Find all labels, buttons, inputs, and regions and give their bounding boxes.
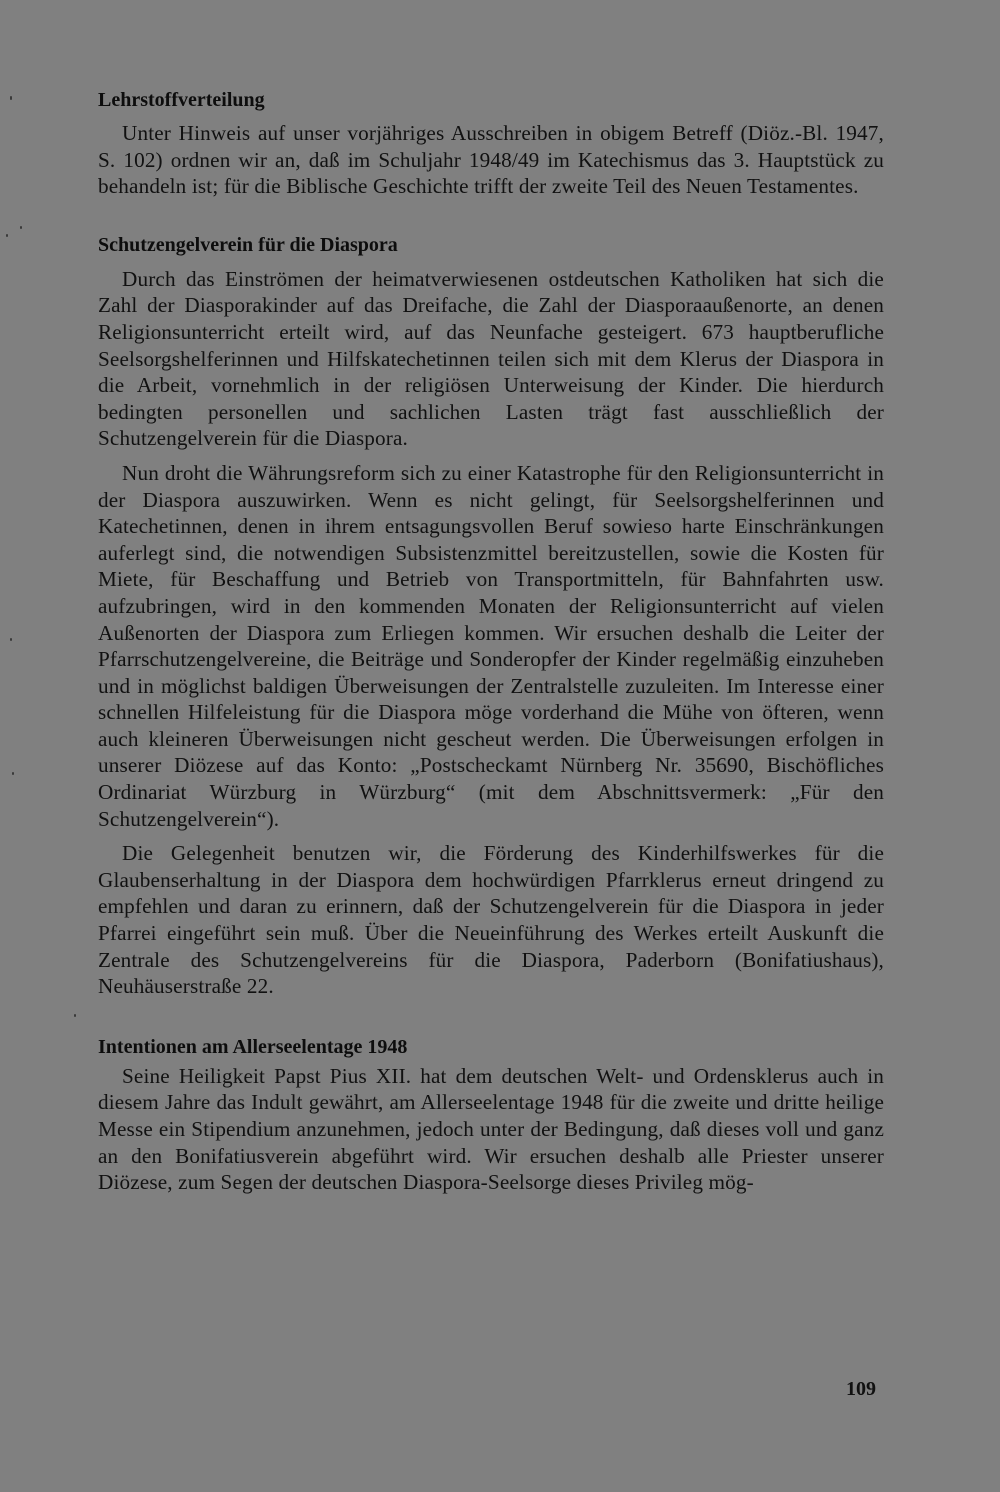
scan-speck (74, 1014, 76, 1017)
section-lehrstoffverteilung (98, 86, 884, 200)
paragraph: Unter Hinweis auf unser vorjähriges Ausschreiben in obigem Betreff (Diöz.-Bl. 1947, S. 102) ordnen wir an, daß im Schuljahr 1948/49 im Katechismus das 3. Hauptstück zu behandeln ist; für die Biblische Geschichte trifft der zweite Teil des Neuen Testamentes. (98, 121, 884, 199)
section-heading: Intentionen am Allerseelentage 1948 (98, 1035, 408, 1058)
scan-speck (6, 234, 8, 237)
section-heading: Lehrstoffverteilung (98, 89, 265, 111)
scan-speck (20, 226, 22, 229)
section-heading: Schutzengelverein für die Diaspora (98, 233, 398, 256)
text-column (98, 86, 884, 1196)
paragraph: Durch das Einströmen der heimatverwiesenen ostdeutschen Katholiken hat sich die Zahl der Diasporakinder auf das Dreifache, die Zahl der Diasporaaußenorte, an denen Religionsunterricht erteilt wird, auf das Neunfache gesteigert. 673 hauptberufliche Seelsorgshelferinnen und Hilfskatechetinnen teilen sich mit dem Klerus der Diaspora in die Arbeit, vornehmlich in der religiösen Unterweisung der Kinder. Die hierdurch bedingten personellen und sachlichen Lasten trägt fast ausschließlich der Schutzengelverein für die Diaspora. (98, 266, 884, 451)
scan-speck (12, 772, 14, 775)
page-number: 109 (846, 1378, 876, 1400)
scan-speck (10, 638, 12, 641)
section-intentionen (98, 1033, 884, 1196)
section-schutzengelverein (98, 231, 884, 1000)
paragraph: Die Gelegenheit benutzen wir, die Förderung des Kinderhilfswerkes für die Glaubenserhaltung in der Diaspora dem hochwürdigen Pfarrklerus erneut dringend zu empfehlen und daran zu erinnern, daß der Schutzengelverein für die Diaspora in jeder Pfarrei eingeführt sein muß. Über die Neueinführung des Werkes erteilt Auskunft die Zentrale des Schutzengelvereins für die Diaspora, Paderborn (Bonifatiushaus), Neuhäuserstraße 22. (98, 841, 884, 999)
paragraph: Nun droht die Währungsreform sich zu einer Katastrophe für den Religionsunterricht in der Diaspora auszuwirken. Wenn es nicht gelingt, für Seelsorgshelferinnen und Katechetinnen, denen in ihrem entsagungsvollen Beruf sowieso harte Einschränkungen auferlegt sind, die notwendigen Subsistenzmittel bereitzustellen, sowie die Kosten für Miete, für Beschaffung und Betrieb von Transportmitteln, für Bahnfahrten usw. aufzubringen, wird in den kommenden Monaten der Religionsunterricht auf vielen Außenorten der Diaspora zum Erliegen kommen. Wir ersuchen deshalb die Leiter der Pfarrschutzengelvereine, die Beiträge und Sonderopfer der Kinder regelmäßig einzuheben und in möglichst baldigen Überweisungen der Zentralstelle zuzuleiten. Im Interesse einer schnellen Hilfeleistung für die Diaspora möge vorderhand die Mühe von öfteren, wenn auch kleineren Überweisungen nicht gescheut werden. Die Überweisungen erfolgen in unserer Diözese auf das Konto: „Postscheckamt Nürnberg Nr. 35690, Bischöfliches Ordinariat Würzburg in Würzburg“ (mit dem Abschnittsvermerk: „Für den Schutzengelverein“). (98, 460, 884, 831)
paragraph: Seine Heiligkeit Papst Pius XII. hat dem deutschen Welt- und Ordensklerus auch in diesem Jahre das Indult gewährt, am Allerseelentage 1948 für die zweite und dritte heilige Messe ein Stipendium anzunehmen, jedoch unter der Bedingung, daß dieses voll und ganz an den Bonifatiusverein abgeführt wird. Wir ersuchen deshalb alle Priester unserer Diözese, zum Segen der deutschen Diaspora-Seelsorge dieses Privileg mög- (98, 1063, 884, 1195)
scan-speck (10, 96, 12, 100)
